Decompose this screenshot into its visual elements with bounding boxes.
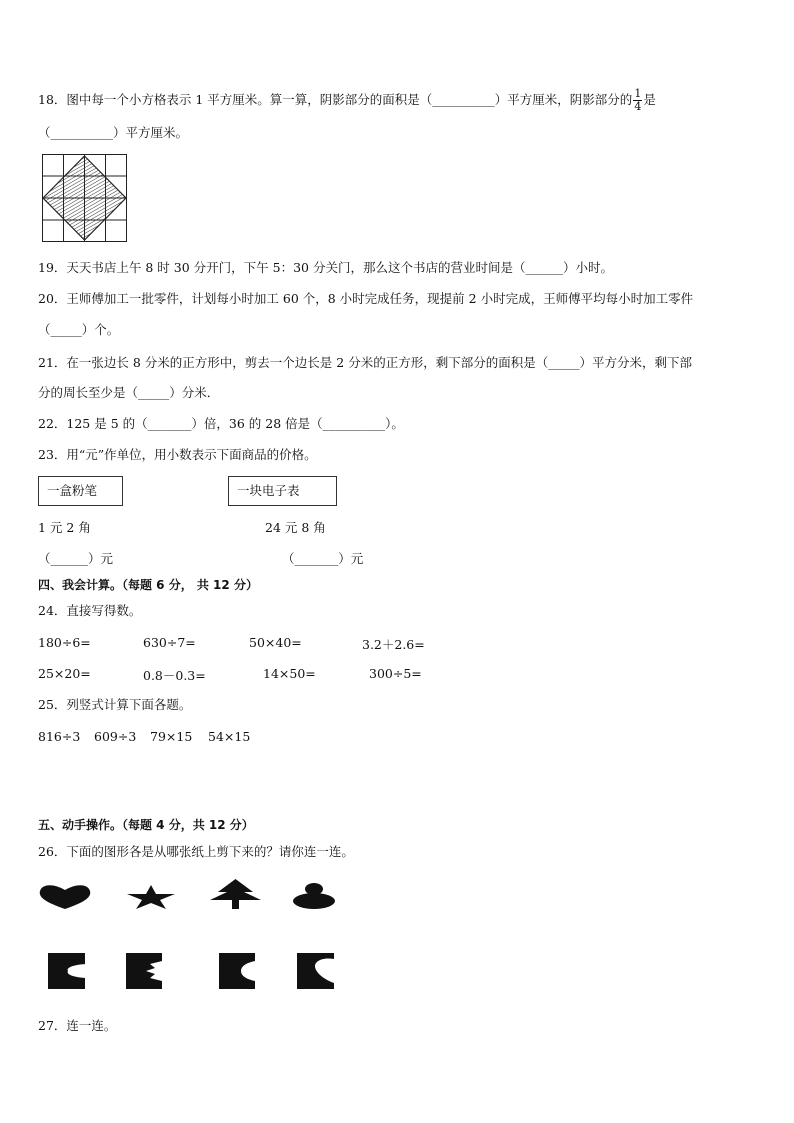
- vertical-calc-item: 609÷3: [94, 729, 137, 744]
- calc-item: 25×20=: [38, 666, 91, 681]
- tree-shape: [209, 878, 262, 910]
- q21-line1: 21．在一张边长 8 分米的正方形中，剪去一个边长是 2 分米的正方形，剩下部分的面积是（_____）平方分米，剩下部: [38, 355, 692, 370]
- section-4-heading: 四、我会计算。（每题 6 分， 共 12 分）: [38, 578, 258, 592]
- calc-item: 0.8－0.3=: [143, 668, 206, 683]
- q18-text-a: 18．图中每一个小方格表示 1 平方厘米。算一算，阴影部分的面积是（__________）平方厘米，阴影部分的: [38, 92, 633, 107]
- calc-item: 630÷7=: [143, 635, 196, 650]
- q18-text-b: 是: [643, 92, 656, 107]
- calc-item: 180÷6=: [38, 635, 91, 650]
- q18-fraction: [633, 88, 642, 113]
- q18-line2: （__________）平方厘米。: [38, 125, 189, 140]
- q25-title: 25．列竖式计算下面各题。: [38, 697, 192, 712]
- q21-line2: 分的周长至少是（_____）分米．: [38, 385, 220, 400]
- item-box-chalk: 一盒粉笔: [38, 476, 123, 506]
- heart-shape: [38, 884, 92, 910]
- q20-line2: （_____）个。: [38, 322, 120, 337]
- mushroom-shape: [292, 882, 336, 910]
- paper-cut-star: [126, 953, 163, 990]
- q27-text: 27．连一连。: [38, 1018, 117, 1033]
- calc-item: 300÷5=: [369, 666, 422, 681]
- price-chalk: 1 元 2 角: [38, 520, 91, 535]
- q20-line1: 20．王师傅加工一批零件，计划每小时加工 60 个，8 小时完成任务，现提前 2 小时完成，王师傅平均每小时加工零件: [38, 291, 694, 306]
- q23-title: 23．用“元”作单位，用小数表示下面商品的价格。: [38, 447, 317, 462]
- grid-figure: [42, 154, 128, 243]
- fraction-denominator: 4: [634, 100, 642, 113]
- paper-cut-mushroom: [297, 953, 335, 990]
- fraction-numerator: 1: [634, 87, 642, 100]
- q24-title: 24．直接写得数。: [38, 603, 142, 618]
- q19-text: 19．天天书店上午 8 时 30 分开门，下午 5：30 分关门，那么这个书店的营业时间是（______）小时。: [38, 260, 613, 275]
- calc-item: 14×50=: [263, 666, 316, 681]
- section-5-heading: 五、动手操作。（每题 4 分，共 12 分）: [38, 818, 254, 832]
- answer-chalk: （______）元: [38, 551, 114, 566]
- answer-watch: （_______）元: [282, 551, 364, 566]
- vertical-calc-item: 816÷3: [38, 729, 81, 744]
- calc-item: 50×40=: [249, 635, 302, 650]
- item-box-watch: 一块电子表: [228, 476, 337, 506]
- q22-text: 22．125 是 5 的（_______）倍，36 的 28 倍是（__________）。: [38, 416, 404, 431]
- price-watch: 24 元 8 角: [265, 520, 326, 535]
- q18-line1: [38, 88, 656, 113]
- q26-title: 26．下面的图形各是从哪张纸上剪下来的？请你连一连。: [38, 844, 354, 859]
- vertical-calc-item: 54×15: [208, 729, 251, 744]
- paper-cut-heart: [48, 953, 86, 990]
- vertical-calc-item: 79×15: [150, 729, 193, 744]
- star-shape: [126, 884, 176, 910]
- calc-item: 3.2＋2.6=: [362, 637, 425, 652]
- paper-cut-tree: [219, 953, 256, 990]
